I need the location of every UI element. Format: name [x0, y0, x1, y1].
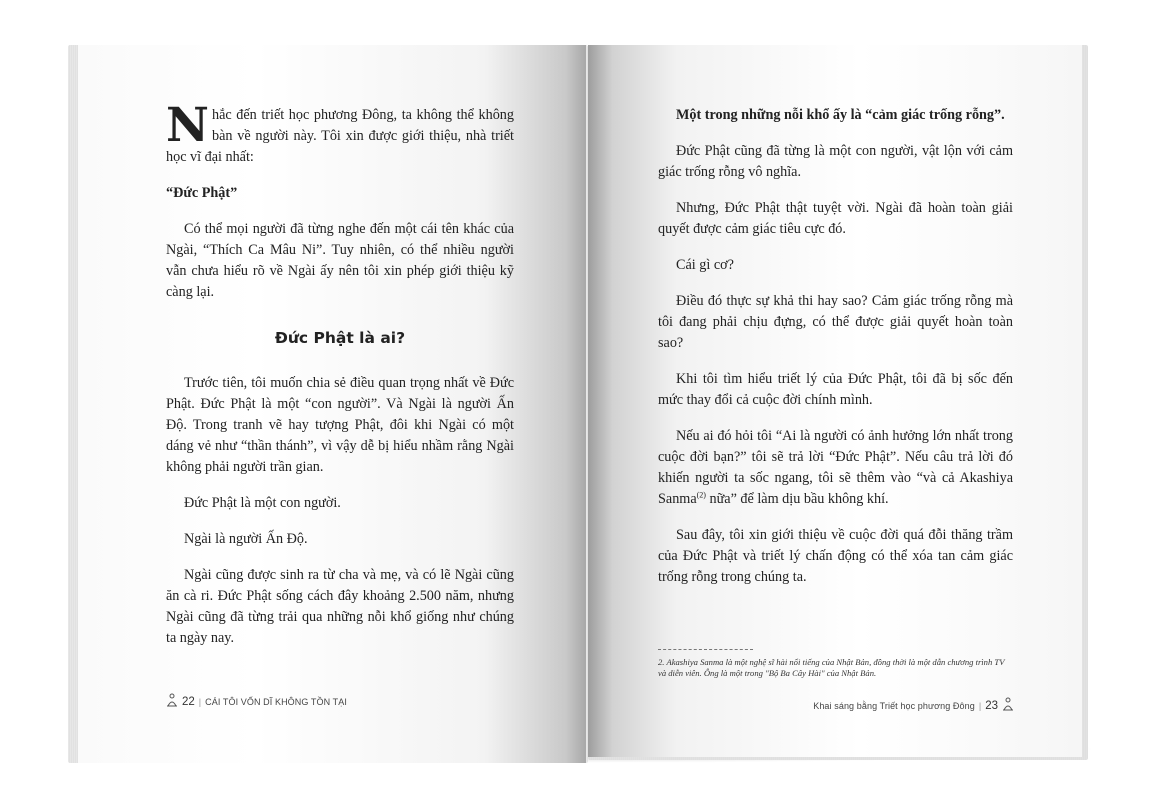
right-paragraph-6: Khi tôi tìm hiểu triết lý của Đức Phật, tôi đã bị sốc đến mức thay đổi cả cuộc đời chính mình.: [658, 371, 1013, 408]
buddha-figure-icon: [1002, 697, 1014, 714]
para7-text-a: Nếu ai đó hỏi tôi “Ai là người có ảnh hưởng lớn nhất trong cuộc đời bạn?” tôi sẽ trả lời “Đức Phật”. Nếu câu trả lời đó khiến người ta sốc ngang, tôi sẽ thêm vào “và cả Akashiya Sanma: [658, 428, 1013, 507]
right-paragraph-2: Đức Phật cũng đã từng là một con người, vật lộn với cảm giác trống rỗng vô nghĩa.: [658, 143, 1013, 180]
footnote-reference: (2): [696, 490, 706, 500]
buddha-figure-icon: [166, 693, 178, 710]
right-paragraph-8: Sau đây, tôi xin giới thiệu về cuộc đời quá đỗi thăng trầm của Đức Phật và triết lý chấn động có thể xóa tan cảm giác trống rỗng trong chúng ta.: [658, 527, 1013, 585]
left-page-footer: [166, 693, 347, 710]
intro-paragraph: [166, 98, 514, 168]
right-paragraph-4: Cái gì cơ?: [676, 257, 734, 273]
right-paragraph-3: Nhưng, Đức Phật thật tuyệt vời. Ngài đã hoàn toàn giải quyết được cảm giác tiêu cực đó.: [658, 200, 1013, 237]
right-running-title: Khai sáng bằng Triết học phương Đông: [813, 700, 975, 711]
left-paragraph-1: Có thể mọi người đã từng nghe đến một cái tên khác của Ngài, “Thích Ca Mâu Ni”. Tuy nhiên, có thể nhiều người vẫn chưa hiểu rõ về Ngài ấy nên tôi xin phép giới thiệu kỹ càng lại.: [166, 221, 514, 300]
right-page: [588, 45, 1082, 757]
right-page-number: 23: [985, 699, 998, 712]
section-heading: Đức Phật là ai?: [274, 329, 406, 347]
left-page-number: 22: [182, 695, 195, 708]
buddha-quote: “Đức Phật”: [166, 185, 238, 201]
intro-text: hắc đến triết học phương Đông, ta không thể không bàn về người này. Tôi xin được giới thiệu, nhà triết học vĩ đại nhất:: [166, 107, 514, 165]
left-paragraph-4: Ngài là người Ấn Độ.: [184, 531, 308, 547]
footnote-divider: [658, 649, 753, 650]
left-page-content: [166, 98, 514, 664]
left-running-title: CÁI TÔI VỐN DĨ KHÔNG TỒN TẠI: [205, 696, 347, 707]
drop-cap: N: [166, 98, 209, 153]
para7-text-b: nữa” để làm dịu bầu không khí.: [705, 491, 889, 507]
left-page: [78, 45, 586, 763]
footer-separator: |: [198, 696, 202, 707]
left-paragraph-3: Đức Phật là một con người.: [184, 495, 341, 511]
footer-separator: |: [978, 700, 982, 711]
right-paragraph-1: Một trong những nỗi khổ ấy là “cảm giác trống rỗng”.: [676, 107, 1005, 123]
right-page-footer: [813, 697, 1014, 714]
left-paragraph-2: Trước tiên, tôi muốn chia sẻ điều quan trọng nhất về Đức Phật. Đức Phật là một “con người”. Và Ngài là người Ấn Độ. Trong tranh vẽ hay tượng Phật, đôi khi Ngài có một dáng vẻ như “thần thánh”, vì vậy dễ bị hiểu nhầm rằng Ngài không phải người trần gian.: [166, 375, 514, 475]
right-paragraph-7: [658, 426, 1013, 510]
footnote: 2. Akashiya Sanma là một nghệ sĩ hài nổi tiếng của Nhật Bản, đồng thời là một dẫn chương trình TV và diễn viên. Ông là một trong "Bộ Ba Cây Hài" của Nhật Bản.: [658, 657, 1005, 678]
right-page-content: [658, 105, 1013, 603]
right-paragraph-5: Điều đó thực sự khả thi hay sao? Cảm giác trống rỗng mà tôi đang phải chịu đựng, có thể được giải quyết hoàn toàn sao?: [658, 293, 1013, 351]
left-paragraph-5: Ngài cũng được sinh ra từ cha và mẹ, và có lẽ Ngài cũng ăn cà ri. Đức Phật sống cách đây khoảng 2.500 năm, nhưng Ngài cũng đã từng trải qua những nỗi khổ giống như chúng ta ngày nay.: [166, 567, 514, 646]
